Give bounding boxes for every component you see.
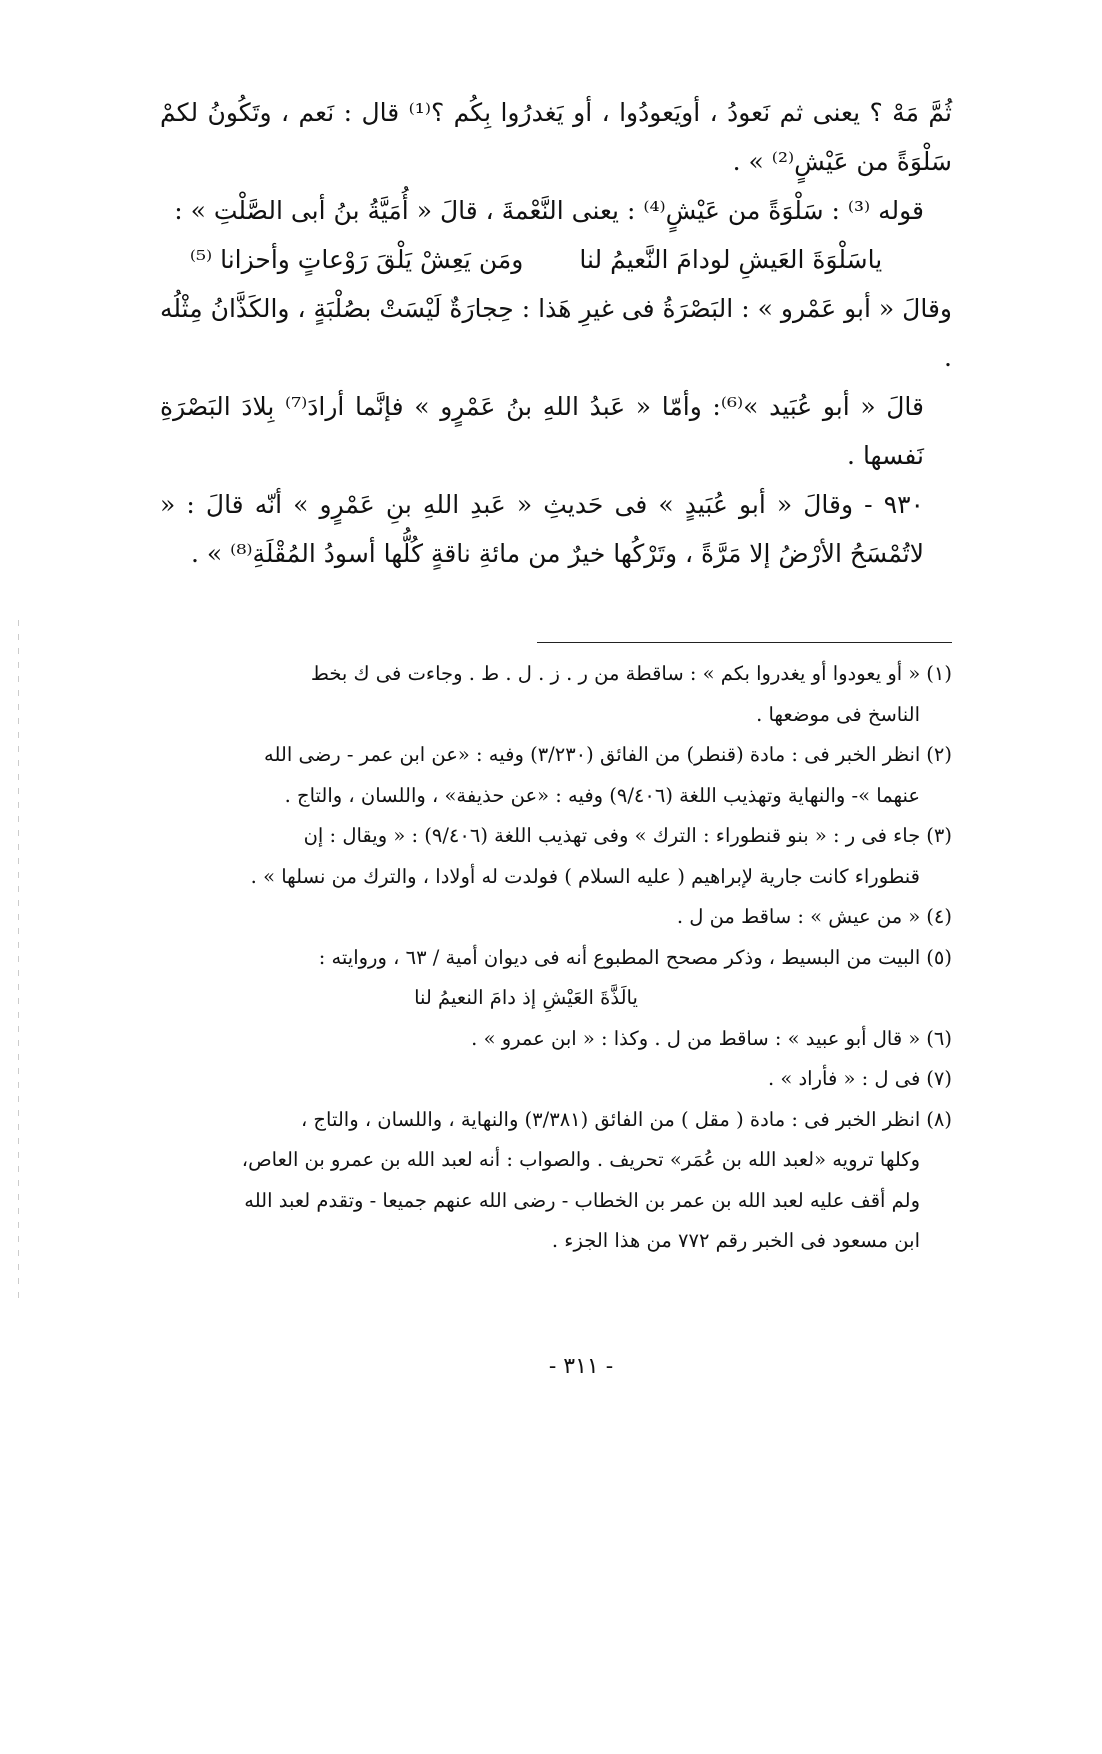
footnote <box>160 1019 952 1060</box>
footnote <box>160 897 952 938</box>
footnote-text: فى ل : « فأراد » . <box>767 1067 921 1090</box>
verse-hemistich-first: ياسَلْوَةَ العَيشِ لودامَ النَّعيمُ لنا <box>579 245 883 274</box>
footnote-text: « قال أبو عبيد » : ساقط من ل . وكذا : « ابن عمرو » . <box>471 1026 921 1050</box>
footnote-continuation: عنهما »- والنهاية وتهذيب اللغة (٩/٤٠٦) وفيه : «عن حذيفة» ، واللسان ، والتاج . <box>284 783 920 807</box>
footnote-continuation: وكلها ترويه «لعبد الله بن عُمَر» تحريف . والصواب : أنه لعبد الله بن عمرو بن العاص، <box>241 1148 920 1171</box>
footnote-number: (١) <box>926 662 952 685</box>
footnote-number: (٦) <box>926 1026 952 1050</box>
footnote-continuation: الناسخ فى موضعها . <box>756 702 920 726</box>
main-text <box>160 88 952 578</box>
footnote <box>160 1100 952 1262</box>
footnote-number: (٧) <box>926 1067 952 1090</box>
footnote <box>160 1059 952 1100</box>
footnote-text: جاء فى ر : « بنو قنطوراء : الترك » وفى تهذيب اللغة (٩/٤٠٦) : « ويقال : إن <box>303 824 921 847</box>
footnote-separator <box>537 642 952 643</box>
footnote-text: « أو يعودوا أو يغدروا بكم » : ساقطة من ر . ز . ل . ط . وجاءت فى ك بخط <box>310 662 921 685</box>
footnote-text: انظر الخبر فى : مادة (قنطر) من الفائق (٣/٢٣٠) وفيه : «عن ابن عمر - رضى الله <box>263 743 921 766</box>
paragraph: قوله ⁽³⁾ : سَلْوَةً من عَيْشٍ⁽⁴⁾ : يعنى النَّعْمةَ ، قالَ « أُمَيَّةُ بنُ أبى الصَّلْتِ » : <box>174 196 924 225</box>
footnote-text: انظر الخبر فى : مادة ( مقل ) من الفائق (٣/٣٨١) والنهاية ، واللسان ، والتاج ، <box>300 1107 921 1131</box>
footnote-number: (٥) <box>926 945 952 969</box>
footnote-number: (٣) <box>926 824 952 847</box>
footnote-number: (٢) <box>926 743 952 766</box>
footnote <box>160 654 952 735</box>
hadith-paragraph: ٩٣٠ - وقالَ « أبو عُبَيدٍ » فى حَديثِ « عَبدِ اللهِ بنِ عَمْرٍو » أنّه قالَ : « لاتُمْسَحُ الأرْضُ إلا مَرَّةً ، وتَرْكُها خيرٌ من مائةِ ناقةٍ كُلُّها أسودُ المُقْلَةِ⁽⁸⁾ » . <box>160 490 924 568</box>
footnote <box>160 735 952 816</box>
paragraph: ثُمَّ مَهْ ؟ يعنى ثم نَعودُ ، أويَعودُوا ، أو يَغدرُوا بِكُم ؟⁽¹⁾ قال : نَعم ، وتَكُونُ لكمْ سَلْوَةً من عَيْشٍ⁽²⁾ » . <box>160 98 953 176</box>
paragraph: قالَ « أبو عُبَيد »⁽⁶⁾: وأمّا « عَبدُ اللهِ بنُ عَمْرٍو » فإنَّما أرادَ⁽⁷⁾ بِلادَ البَصْرَةِ نَفسها . <box>160 392 924 470</box>
footnote-number: (٨) <box>926 1107 952 1131</box>
verse-hemistich-second: ومَن يَعِشْ يَلْقَ رَوْعاتٍ وأحزانا ⁽⁵⁾ <box>189 245 524 274</box>
footnote-text: البيت من البسيط ، وذكر مصحح المطبوع أنه فى ديوان أمية / ٦٣ ، وروايته : <box>318 945 921 969</box>
footnote-text: « من عيش » : ساقط من ل . <box>676 905 921 928</box>
footnote-number: (٤) <box>926 905 952 928</box>
paragraph: وقالَ « أبو عَمْرو » : البَصْرَةُ فى غيرِ هَذا : حِجارَةٌ لَيْسَتْ بصُلْبَةٍ ، والكَذَّانُ مِثْلُه . <box>160 294 952 372</box>
footnote-continuation: قنطوراء كانت جارية لإبراهيم ( عليه السلام ) فولدت له أولادا ، والترك من نسلها » . <box>250 864 920 888</box>
scan-margin-mark <box>18 620 19 1300</box>
page-number: - ٣١١ - <box>548 1354 614 1379</box>
footnotes <box>160 654 952 1262</box>
footnote <box>160 816 952 897</box>
footnote-continuation: ولم أقف عليه لعبد الله بن عمر بن الخطاب - رضى الله عنهم جميعا - وتقدم لعبد الله <box>244 1188 920 1212</box>
footnote-continuation: ابن مسعود فى الخبر رقم ٧٧٢ من هذا الجزء . <box>551 1229 920 1252</box>
footnote <box>160 938 952 1019</box>
poetry-verse <box>160 235 952 284</box>
footnote-verse: يالَذَّةَ العَيْشِ إذ دامَ النعيمُ لنا <box>414 986 638 1009</box>
